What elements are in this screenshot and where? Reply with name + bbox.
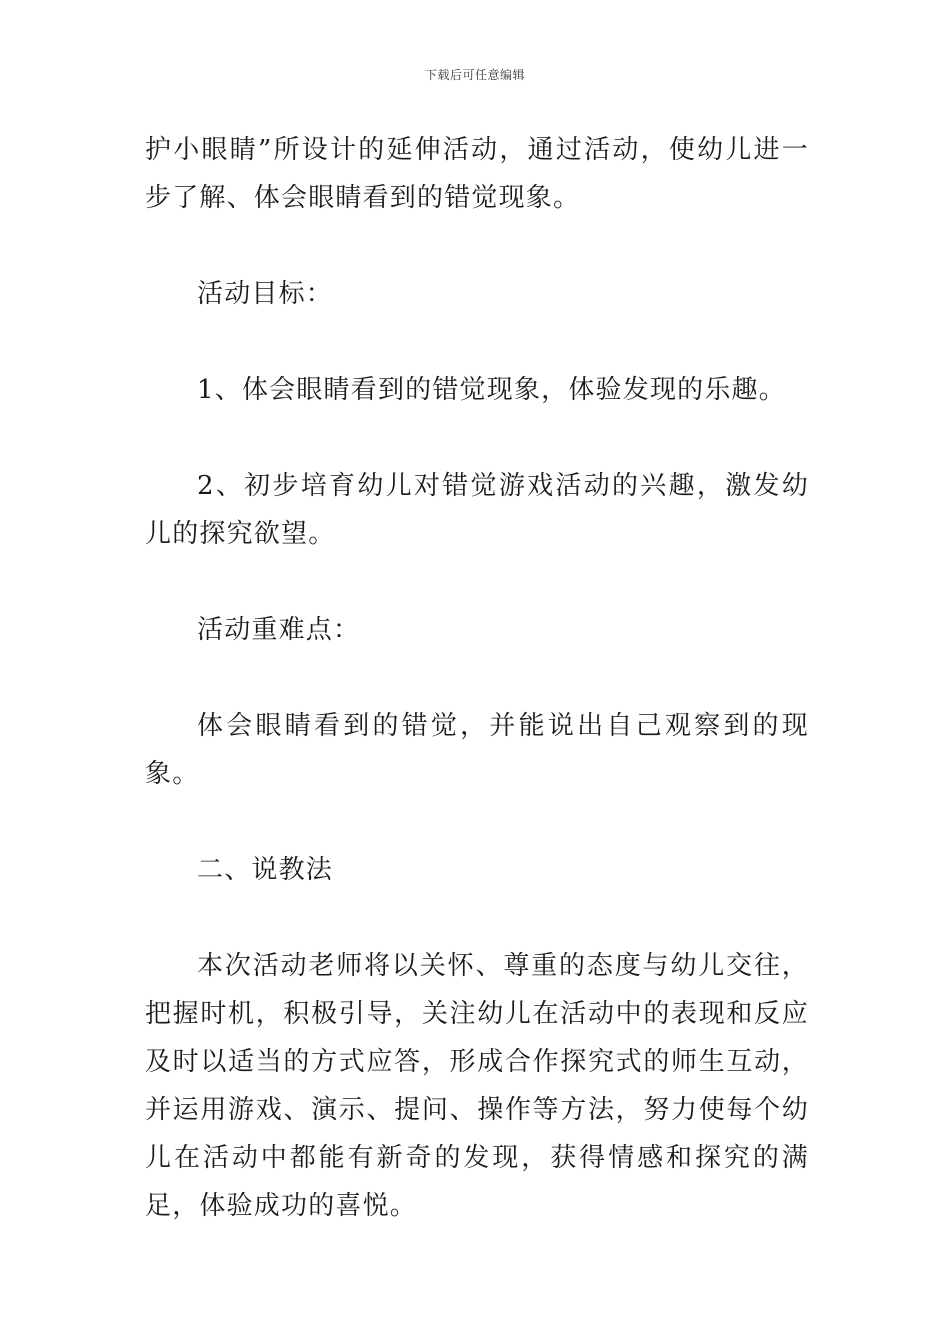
goal-item-2: 2、初步培育幼儿对错觉游戏活动的兴趣，激发幼儿的探究欲望。 [145, 471, 809, 549]
paragraph-gap [145, 222, 809, 270]
paragraph-gap [145, 318, 809, 366]
goal-item-1: 1、体会眼睛看到的错觉现象，体验发现的乐趣。 [197, 375, 786, 405]
section-heading-teaching-methods: 二、说教法 [197, 855, 334, 885]
paragraph-continuation: 护小眼睛”所设计的延伸活动，通过活动，使幼儿进一步了解、体会眼睛看到的错觉现象。 [145, 135, 809, 213]
header-note: 下载后可任意编辑 [424, 68, 525, 82]
section-heading-activity-goals: 活动目标： [197, 279, 334, 309]
document-body [145, 126, 809, 1230]
teaching-methods-text: 本次活动老师将以关怀、尊重的态度与幼儿交往，把握时机，积极引导，关注幼儿在活动中的表现和反应及时以适当的方式应答，形成合作探究式的师生互动，并运用游戏、演示、提问、操作等方法，努力使每个幼儿在活动中都能有新奇的发现，获得情感和探究的满足，体验成功的喜悦。 [145, 951, 809, 1221]
paragraph-gap [145, 798, 809, 846]
paragraph-gap [145, 654, 809, 702]
section-heading-key-points: 活动重难点： [197, 615, 361, 645]
paragraph-gap [145, 894, 809, 942]
paragraph-gap [145, 558, 809, 606]
paragraph-gap [145, 414, 809, 462]
key-points-text: 体会眼睛看到的错觉，并能说出自己观察到的现象。 [145, 711, 809, 789]
